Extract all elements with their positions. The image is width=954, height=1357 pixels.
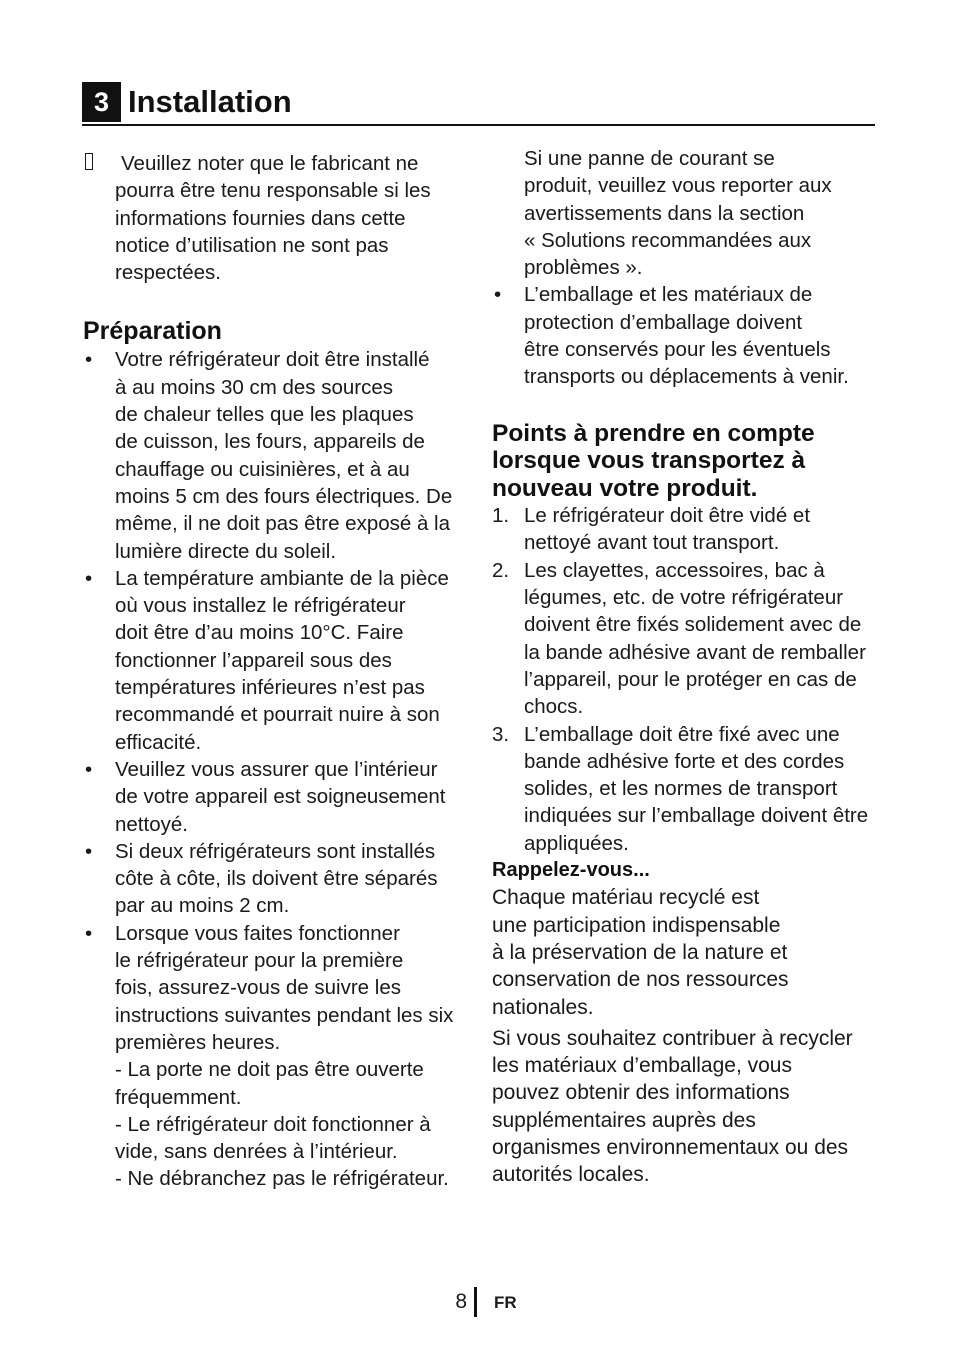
line: supplémentaires auprès des	[492, 1108, 756, 1132]
note-line: informations fournies dans cette	[115, 206, 406, 230]
line: protection d’emballage doivent	[524, 310, 803, 334]
right-column	[492, 145, 887, 1189]
line: Le réfrigérateur doit être vidé et	[524, 504, 811, 528]
line: • La température ambiante de la pièce	[115, 566, 449, 590]
line: températures inférieures n’est pas	[115, 676, 425, 700]
list-item	[83, 838, 468, 920]
line: une participation indispensable	[492, 913, 781, 937]
line: - Le réfrigérateur doit fonctionner à	[115, 1112, 431, 1136]
remember-paragraph-1	[492, 884, 887, 1020]
line: de votre appareil est soigneusement	[115, 785, 446, 809]
line: conservation de nos ressources	[492, 968, 789, 992]
line: • Votre réfrigérateur doit être installé	[115, 348, 430, 372]
line: produit, veuillez vous reporter aux	[524, 174, 832, 198]
step-number: 1.	[492, 504, 510, 528]
line: les matériaux d’emballage, vous	[492, 1054, 792, 1078]
step-number: 3.	[492, 722, 510, 746]
line: légumes, etc. de votre réfrigérateur	[524, 586, 844, 610]
remember-heading: Rappelez-vous...	[492, 859, 650, 882]
line: problèmes ».	[524, 256, 643, 280]
line: doit être d’au moins 10°C. Faire	[115, 621, 404, 645]
step-number: 2.	[492, 558, 510, 582]
page-number: 8	[455, 1290, 467, 1313]
line: à la préservation de la nature et	[492, 940, 788, 964]
line: • Lorsque vous faites fonctionner	[115, 921, 400, 945]
line: nettoyé.	[115, 812, 188, 836]
note-line: Veuillez noter que le fabricant ne	[121, 152, 419, 175]
continuation-paragraph	[492, 145, 887, 281]
line: Chaque matériau recyclé est	[492, 886, 760, 910]
note-line: notice d’utilisation ne sont pas	[115, 233, 389, 257]
line: à au moins 30 cm des sources	[115, 375, 394, 399]
line: où vous installez le réfrigérateur	[115, 594, 406, 618]
remember-paragraph-2	[492, 1025, 887, 1189]
note-line: pourra être tenu responsable si les	[115, 179, 431, 203]
line: fréquemment.	[115, 1085, 242, 1109]
line: transports ou déplacements à venir.	[524, 365, 849, 389]
line: moins 5 cm des fours électriques. De	[115, 484, 453, 508]
transport-heading	[492, 420, 887, 503]
line: de chaleur telles que les plaques	[115, 403, 414, 427]
line: chauffage ou cuisinières, et à au	[115, 457, 410, 481]
note-line: respectées.	[115, 261, 221, 285]
line: - La porte ne doit pas être ouverte	[115, 1058, 424, 1082]
chapter-header	[82, 82, 875, 126]
list-item	[492, 557, 887, 721]
list-item	[83, 346, 468, 564]
line: efficacité.	[115, 730, 202, 754]
line: bande adhésive forte et des cordes	[524, 749, 845, 773]
disclaimer-note	[83, 150, 468, 286]
line: côte à côte, ils doivent être séparés	[115, 867, 438, 891]
line: fois, assurez-vous de suivre les	[115, 976, 401, 1000]
packaging-list	[492, 281, 887, 390]
line: instructions suivantes pendant les six	[115, 1003, 454, 1027]
line: doivent être fixés solidement avec de	[524, 613, 862, 637]
list-item	[492, 721, 887, 857]
note-text	[115, 150, 468, 286]
language-code: FR	[494, 1293, 517, 1312]
list-item	[83, 756, 468, 838]
chapter-title: Installation	[128, 84, 292, 119]
list-item	[492, 502, 887, 557]
line: indiquées sur l’emballage doivent être	[524, 804, 869, 828]
line: la bande adhésive avant de remballer	[524, 640, 866, 664]
line: par au moins 2 cm.	[115, 894, 290, 918]
transport-steps	[492, 502, 887, 857]
line: lumière directe du soleil.	[115, 539, 337, 563]
line: • Veuillez vous assurer que l’intérieur	[115, 757, 438, 781]
line: L’emballage doit être fixé avec une	[524, 722, 840, 746]
line: • Si deux réfrigérateurs sont installés	[115, 839, 436, 863]
line: fonctionner l’appareil sous des	[115, 648, 392, 672]
list-item	[83, 565, 468, 756]
line: vide, sans denrées à l’intérieur.	[115, 1140, 398, 1164]
line: Si vous souhaitez contribuer à recycler	[492, 1026, 853, 1050]
left-column	[83, 150, 468, 1193]
line: premières heures.	[115, 1030, 281, 1054]
line: être conservés pour les éventuels	[524, 338, 831, 362]
line: appliquées.	[524, 831, 629, 855]
line: - Ne débranchez pas le réfrigérateur.	[115, 1167, 449, 1191]
line: • L’emballage et les matériaux de	[524, 283, 813, 307]
line: le réfrigérateur pour la première	[115, 949, 404, 973]
line: avertissements dans la section	[524, 201, 805, 225]
line: l’appareil, pour le protéger en cas de	[524, 667, 857, 691]
line: pouvez obtenir des informations	[492, 1081, 790, 1105]
heading-line: Points à prendre en compte	[492, 419, 815, 447]
footer-divider	[474, 1287, 477, 1317]
line: nettoyé avant tout transport.	[524, 531, 780, 555]
list-item	[492, 281, 887, 390]
heading-line: nouveau votre produit.	[492, 474, 758, 502]
line: Les clayettes, accessoires, bac à	[524, 558, 825, 582]
chapter-number: 3	[82, 82, 121, 122]
line: « Solutions recommandées aux	[524, 228, 812, 252]
line: autorités locales.	[492, 1163, 650, 1187]
line: de cuisson, les fours, appareils de	[115, 430, 425, 454]
line: Si une panne de courant se	[524, 147, 775, 170]
line: organismes environnementaux ou des	[492, 1136, 849, 1159]
note-icon	[85, 153, 93, 170]
line: nationales.	[492, 995, 594, 1019]
line: chocs.	[524, 695, 584, 719]
preparation-heading: Préparation	[83, 317, 222, 346]
line: même, il ne doit pas être exposé à la	[115, 512, 451, 536]
list-item	[83, 920, 468, 1193]
preparation-list	[83, 346, 468, 1192]
heading-line: lorsque vous transportez à	[492, 447, 806, 475]
line: recommandé et pourrait nuire à son	[115, 703, 440, 727]
line: solides, et les normes de transport	[524, 777, 838, 801]
